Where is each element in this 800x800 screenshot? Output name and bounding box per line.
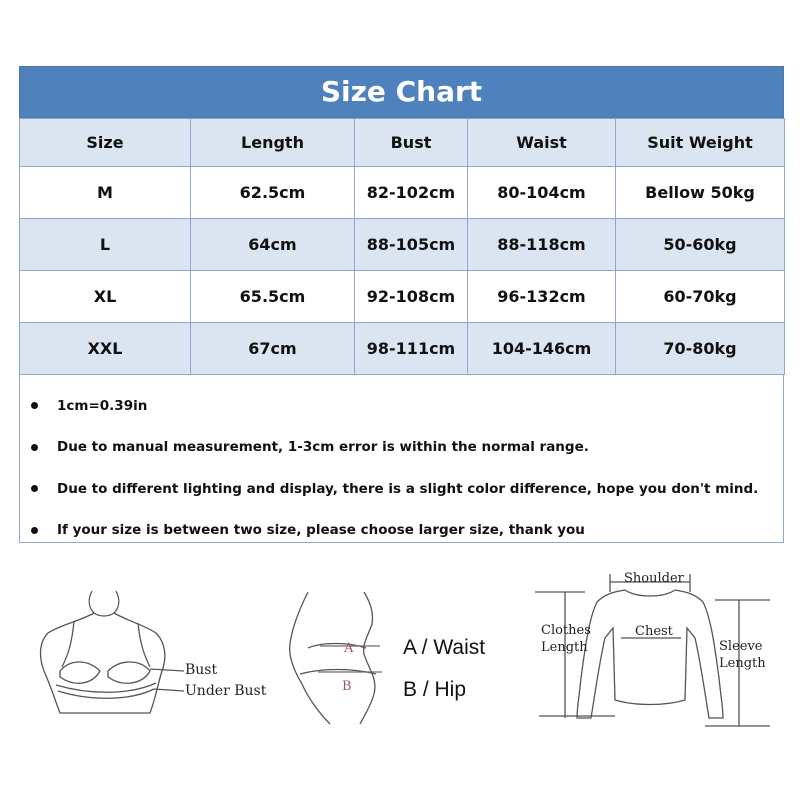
cell-size: L [20, 219, 191, 271]
bust-figure [30, 585, 280, 725]
table-header-row [20, 119, 785, 167]
header-suit-weight: Suit Weight [616, 119, 785, 167]
cell-size: XL [20, 271, 191, 323]
cell-waist: 88-118cm [468, 219, 616, 271]
cell-length: 65.5cm [191, 271, 355, 323]
note-text: If your size is between two size, please choose larger size, thank you [57, 522, 585, 539]
cell-size: M [20, 167, 191, 219]
waist-caption: A / Waist [403, 636, 486, 659]
note-item [20, 510, 783, 552]
cell-bust: 92-108cm [355, 271, 468, 323]
clothes-length-line-1: Clothes [541, 623, 591, 638]
bust-mannequin-illustration [30, 585, 280, 725]
note-text: 1cm=0.39in [57, 397, 148, 414]
chest-label: Chest [635, 624, 673, 639]
cell-waist: 80-104cm [468, 167, 616, 219]
header-bust: Bust [355, 119, 468, 167]
cell-suit-weight: 70-80kg [616, 323, 785, 375]
hip-figure-b-mark: B [342, 679, 352, 694]
header-waist: Waist [468, 119, 616, 167]
hip-caption: B / Hip [403, 678, 467, 701]
size-table [19, 118, 785, 375]
bust-label: Bust [185, 662, 218, 678]
note-text: Due to manual measurement, 1-3cm error is within the normal range. [57, 439, 589, 456]
header-length: Length [191, 119, 355, 167]
bullet-icon [31, 527, 38, 534]
cell-length: 67cm [191, 323, 355, 375]
bullet-icon [31, 402, 38, 409]
cell-bust: 82-102cm [355, 167, 468, 219]
shoulder-label: Shoulder [624, 571, 684, 586]
under-bust-label: Under Bust [185, 683, 267, 699]
hip-figure-a-mark: A [344, 641, 354, 656]
cell-length: 62.5cm [191, 167, 355, 219]
note-item [20, 468, 783, 510]
clothes-length-label [541, 622, 591, 656]
size-chart [19, 66, 784, 543]
sleeve-length-label [719, 638, 766, 672]
table-row [20, 271, 785, 323]
cell-waist: 104-146cm [468, 323, 616, 375]
bullet-icon [31, 485, 38, 492]
clothes-length-line-2: Length [541, 640, 588, 655]
header-size: Size [20, 119, 191, 167]
cell-length: 64cm [191, 219, 355, 271]
sweater-figure [525, 568, 780, 738]
cell-size: XXL [20, 323, 191, 375]
cell-suit-weight: 60-70kg [616, 271, 785, 323]
table-row [20, 323, 785, 375]
hip-figure [278, 588, 508, 728]
table-row [20, 219, 785, 271]
cell-waist: 96-132cm [468, 271, 616, 323]
sleeve-length-line-2: Length [719, 656, 766, 671]
hip-illustration [278, 588, 398, 728]
note-item [20, 385, 783, 427]
cell-suit-weight: 50-60kg [616, 219, 785, 271]
note-text: Due to different lighting and display, there is a slight color difference, hope you don't mind. [57, 480, 759, 497]
chart-title: Size Chart [19, 66, 784, 118]
cell-bust: 98-111cm [355, 323, 468, 375]
notes-box [19, 375, 784, 543]
bullet-icon [31, 444, 38, 451]
sleeve-length-line-1: Sleeve [719, 639, 763, 654]
cell-suit-weight: Bellow 50kg [616, 167, 785, 219]
table-row [20, 167, 785, 219]
note-item [20, 427, 783, 469]
cell-bust: 88-105cm [355, 219, 468, 271]
